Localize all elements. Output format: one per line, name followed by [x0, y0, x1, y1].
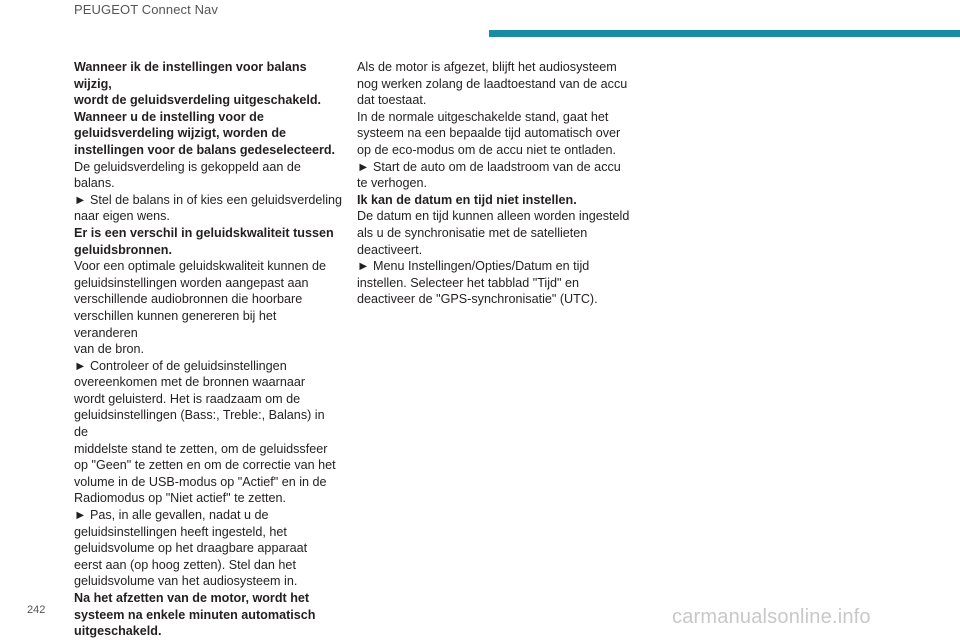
question-heading: Ik kan de datum en tijd niet instellen. — [357, 192, 577, 207]
answer-text: De datum en tijd kunnen alleen worden ingesteld als u de synchronisatie met de satellieten deactiveert. ► Menu Instellingen/Opties/Datum en tijd instellen. Selecteer het tabblad "Tijd" en deactiveer de "GPS-synchronisatie" (UTC). — [357, 209, 630, 307]
question-heading: Er is een verschil in geluidskwaliteit tussen geluidsbronnen. — [74, 225, 334, 257]
answer-text: Voor een optimale geluidskwaliteit kunnen de geluidsinstellingen worden aangepast aan verschillende audiobronnen die hoorbare verschillen kunnen genereren bij het veranderen van de bron. ► Controleer of de geluidsinstellingen overeenkomen met de bronnen waarnaar wordt geluisterd. Het is raadzaam om de geluidsinstellingen (Bass:, Treble:, Balans) in de middelste stand te zetten, om de geluidssfeer op "Geen" te zetten en om de correctie van het volume in de USB-modus op "Actief" en in de Radiomodus op "Niet actief" te zetten. ► Pas, in alle gevallen, nadat u de geluidsinstellingen heeft ingesteld, het geluidsvolume op het draagbare apparaat eerst aan (op hoog zetten). Stel dan het geluidsvolume van het audiosysteem in. — [74, 259, 336, 589]
question-heading: Wanneer ik de instellingen voor balans wijzig, wordt de geluidsverdeling uitgeschakeld. Wanneer u de instelling voor de geluidsverdeling wijzigt, worden de instellingen voor de balans gedeselecteerd. — [74, 60, 336, 157]
question-heading: Na het afzetten van de motor, wordt het systeem na enkele minuten automatisch uitgeschakeld. — [74, 591, 316, 639]
answer-text: De geluidsverdeling is gekoppeld aan de balans. ► Stel de balans in of kies een geluidsverdeling naar eigen wens. — [74, 159, 343, 224]
left-column — [74, 59, 342, 640]
right-column — [357, 59, 631, 308]
running-header: PEUGEOT Connect Nav — [74, 2, 218, 17]
watermark: carmanualsonline.info — [672, 606, 871, 628]
header-accent-bar — [489, 30, 960, 37]
answer-text: Als de motor is afgezet, blijft het audiosysteem nog werken zolang de laadtoestand van de accu dat toestaat. In de normale uitgeschakelde stand, gaat het systeem na een bepaalde tijd automatisch over op de eco-modus om de accu niet te ontladen. ► Start de auto om de laadstroom van de accu te verhogen. — [357, 60, 628, 191]
page-number: 242 — [27, 604, 46, 616]
